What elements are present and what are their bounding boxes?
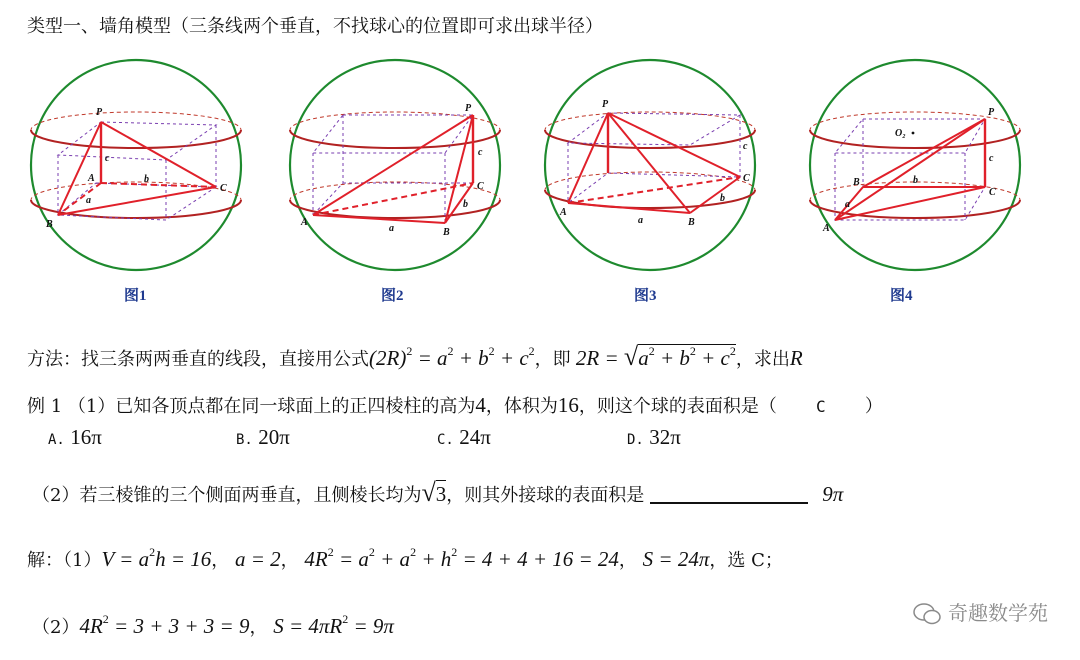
svg-text:a: a: [389, 223, 394, 234]
example-1-q1: 例 1 （1）已知各顶点都在同一球面上的正四棱柱的高为4，体积为16，则这个球的表面积是（ C ）: [27, 393, 883, 417]
answer-choice: C: [816, 397, 826, 416]
label-B: B: [46, 219, 53, 230]
figure-1: [26, 55, 246, 280]
formula-2: $2R = √a^2 + b^2 + c^2$: [570, 342, 736, 371]
svg-text:B: B: [443, 227, 450, 238]
svg-text:C: C: [743, 173, 750, 184]
svg-text:b: b: [720, 193, 725, 204]
formula-1: $(2R)^2 = a^2 + b^2 + c^2$: [369, 344, 535, 370]
figure-2: [285, 55, 505, 280]
svg-text:b: b: [463, 199, 468, 210]
svg-text:P: P: [465, 103, 472, 114]
figure-4: [805, 55, 1025, 280]
svg-text:b: b: [913, 175, 918, 186]
label-C: C: [220, 183, 227, 194]
solution-line-1: 解：$(1)V = a^2h = 16$， a = 2， $4R^2 = a^2 + a^2 + h^2 = 4 + 4 + 16 = 24$， S = 24π，选 C；: [27, 545, 783, 571]
svg-text:A: A: [823, 223, 830, 234]
svg-text:a: a: [638, 215, 643, 226]
figure-3: [540, 55, 760, 280]
caption-3: 图3: [634, 288, 657, 304]
example-1-q2: （2）若三棱锥的三个侧面两垂直，且侧棱长均为√3，则其外接球的表面积是 9π: [32, 478, 844, 507]
svg-text:B: B: [688, 217, 695, 228]
svg-text:c: c: [478, 147, 483, 158]
option-a: A. 16π: [48, 425, 102, 449]
answer-blank: [650, 484, 808, 504]
section-title: 类型一、墙角模型（三条线两个垂直，不找球心的位置即可求出球半径）: [27, 16, 603, 37]
svg-text:C: C: [989, 187, 996, 198]
caption-4: 图4: [890, 288, 913, 304]
svg-text:P: P: [988, 107, 995, 118]
svg-text:C: C: [477, 181, 484, 192]
caption-2: 图2: [381, 288, 404, 304]
svg-text:c: c: [743, 141, 748, 152]
svg-text:A: A: [301, 217, 308, 228]
label-P: P: [96, 107, 103, 118]
wechat-icon: [912, 602, 942, 626]
svg-text:O₂: O₂: [895, 128, 906, 139]
svg-text:P: P: [602, 99, 609, 110]
label-b: b: [144, 174, 149, 185]
caption-1: 图1: [124, 288, 147, 304]
option-c: C. 24π: [437, 425, 491, 449]
option-d: D. 32π: [627, 425, 681, 449]
svg-text:a: a: [845, 199, 850, 210]
svg-text:A: A: [560, 207, 567, 218]
watermark: 奇趣数学苑: [912, 597, 1048, 626]
svg-text:B: B: [853, 177, 860, 188]
option-b: B. 20π: [236, 425, 290, 449]
method-line: 方法：找三条两两垂直的线段，直接用公式$(2R)^2 = a^2 + b^2 + c^2$，即 $2R = √a^2 + b^2 + c^2$，求出R: [27, 342, 803, 371]
svg-text:c: c: [989, 153, 994, 164]
label-a: a: [86, 195, 91, 206]
q2-answer: 9π: [822, 482, 844, 506]
solution-line-2: $(2)4R^2 = 3 + 3 + 3 = 9$， $S = 4\pi R^2 = 9\pi$: [32, 612, 394, 638]
label-c: c: [105, 153, 110, 164]
label-A: A: [88, 173, 95, 184]
